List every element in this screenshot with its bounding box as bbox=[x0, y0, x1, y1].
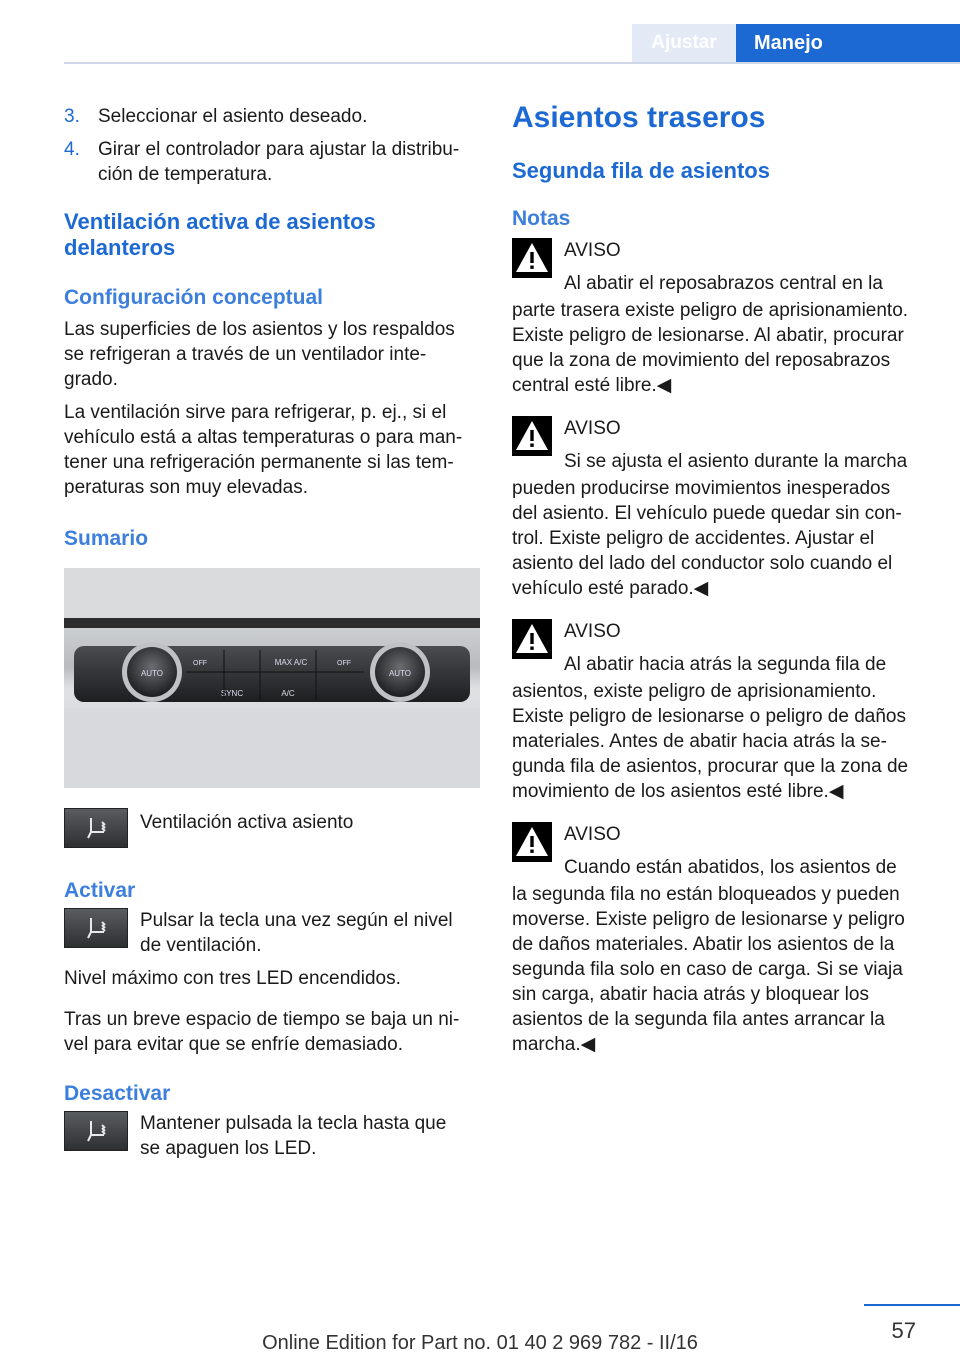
paragraph: Nivel máximo con tres LED encendidos. bbox=[64, 968, 401, 989]
subsection-heading: Notas bbox=[512, 207, 571, 230]
step-text: Girar el controlador para ajustar la distribu‐ ción de temperatura. bbox=[98, 139, 460, 185]
warning-title: AVISO bbox=[564, 240, 621, 261]
list-item bbox=[64, 104, 480, 129]
max-ac-label: MAX A/C bbox=[274, 658, 308, 667]
paragraph: Tras un breve espacio de tiempo se baja un ni‐ vel para evitar que se enfríe demasiado. bbox=[64, 1009, 460, 1055]
step-number: 3. bbox=[64, 106, 80, 127]
step-text: Seleccionar el asiento deseado. bbox=[98, 106, 368, 127]
seat-ventilation-icon bbox=[64, 908, 128, 948]
warning-triangle-icon bbox=[512, 238, 552, 278]
warning-triangle-icon bbox=[512, 822, 552, 862]
icon-caption: Ventilación activa asiento bbox=[140, 812, 354, 833]
icon-caption-row bbox=[64, 808, 480, 848]
warning-first-line: Si se ajusta el asiento durante la marcha bbox=[564, 451, 908, 472]
warning-block bbox=[512, 822, 932, 1057]
paragraph: Las superficies de los asientos y los respaldos se refrigeran a través de un ventilador inte‐ grado. bbox=[64, 319, 455, 390]
sync-label: SYNC bbox=[220, 689, 244, 698]
right-column bbox=[512, 100, 932, 1057]
warning-triangle-icon bbox=[512, 416, 552, 456]
warning-text: pueden producirse movimientos inesperados del asiento. El vehículo puede quedar sin con‐ trol. Existe peligro de accidentes. Ajustar el asiento del lado del conductor solo cuando el vehículo esté parado.◀ bbox=[512, 478, 902, 599]
warning-first-line: Cuando están abatidos, los asientos de bbox=[564, 857, 897, 878]
tab-manejo[interactable]: Manejo bbox=[736, 24, 960, 62]
seat-ventilation-icon bbox=[64, 808, 128, 848]
climate-panel-illustration bbox=[64, 568, 480, 788]
warning-first-line: Al abatir el reposabrazos central en la bbox=[564, 273, 883, 294]
icon-caption-row bbox=[64, 1111, 480, 1161]
warning-text: asientos, existe peligro de aprisionamiento. Existe peligro de lesionarse o peligro de daños materiales. Antes de abatir hacia atrás la se‐ gunda fila de asientos, procurar que la zona de movimiento de los asientos esté libre.◀ bbox=[512, 681, 909, 802]
icon-caption-row bbox=[64, 908, 480, 958]
warning-title: AVISO bbox=[564, 418, 621, 439]
paragraph: Pulsar la tecla una vez según el nivel de ventilación. bbox=[140, 910, 453, 956]
page-number: 57 bbox=[891, 1318, 916, 1343]
subsection-heading: Configuración conceptual bbox=[64, 286, 324, 309]
warning-title: AVISO bbox=[564, 621, 621, 642]
warnings-list bbox=[512, 238, 932, 1057]
warning-block bbox=[512, 619, 932, 804]
left-column bbox=[64, 100, 480, 1161]
footer-rule bbox=[864, 1304, 960, 1306]
warning-block bbox=[512, 416, 932, 601]
climate-panel-photo bbox=[64, 568, 480, 788]
step-number: 4. bbox=[64, 139, 80, 160]
warning-text: parte trasera existe peligro de aprisionamiento. Existe peligro de lesionarse. Al abatir, procurar que la zona de movimiento del reposabrazos central esté libre.◀ bbox=[512, 300, 909, 396]
edition-footer: Online Edition for Part no. 01 40 2 969 782 - II/16 bbox=[262, 1332, 698, 1354]
page-title: Asientos traseros bbox=[512, 101, 766, 134]
warning-block bbox=[512, 238, 932, 398]
paragraph: Mantener pulsada la tecla hasta que se apaguen los LED. bbox=[140, 1113, 447, 1159]
seat-ventilation-icon bbox=[64, 1111, 128, 1151]
subsection-heading: Activar bbox=[64, 879, 136, 902]
warning-title: AVISO bbox=[564, 824, 621, 845]
warning-text: la segunda fila no están bloqueados y pueden moverse. Existe peligro de lesionarse y peligro de daños materiales. Abatir los asientos de la segunda fila solo en caso de carga. Si se viaja sin carga, abatir hacia atrás y bloquear los asientos de la segunda fila antes arrancar la marcha.◀ bbox=[512, 884, 905, 1055]
section-heading: Ventilación activa de asientos delanteros bbox=[64, 209, 376, 260]
paragraph: La ventilación sirve para refrigerar, p. ej., si el vehículo está a altas temperaturas o para man‐ tener una refrigeración permanente si las tem‐ peraturas son muy elevadas. bbox=[64, 402, 463, 498]
header-rule bbox=[64, 62, 960, 64]
auto-left-label: AUTO bbox=[140, 669, 164, 678]
subsection-heading: Sumario bbox=[64, 527, 149, 550]
warning-first-line: Al abatir hacia atrás la segunda fila de bbox=[564, 654, 887, 675]
list-item bbox=[64, 137, 480, 187]
tab-ajustar[interactable]: Ajustar bbox=[632, 24, 736, 62]
warning-triangle-icon bbox=[512, 619, 552, 659]
off-left-label: OFF bbox=[193, 660, 207, 667]
auto-right-label: AUTO bbox=[388, 669, 412, 678]
section-heading: Segunda fila de asientos bbox=[512, 158, 770, 183]
ac-label: A/C bbox=[281, 689, 295, 698]
subsection-heading: Desactivar bbox=[64, 1082, 171, 1105]
off-right-label: OFF bbox=[337, 660, 351, 667]
